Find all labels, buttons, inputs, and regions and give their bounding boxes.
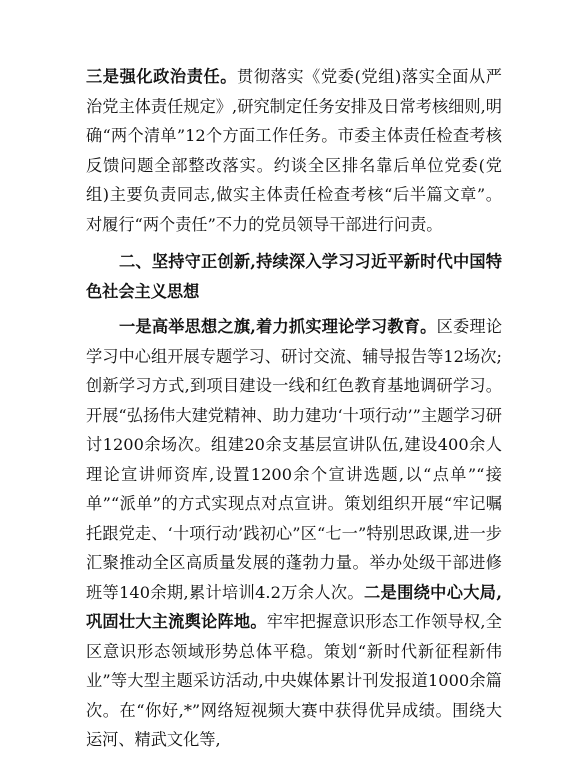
spacer xyxy=(86,239,502,244)
paragraph-lead: 三是强化政治责任。 xyxy=(86,67,238,86)
paragraph-lead: 一是高举思想之旗,着力抓实理论学习教育。 xyxy=(119,317,437,336)
paragraph-lead-secondary: 二是围绕中心大局,巩固壮大主流舆论阵地。 xyxy=(86,582,502,631)
section-heading: 二、坚持守正创新,持续深入学习习近平新时代中国特色社会主义思想 xyxy=(86,252,502,301)
paragraph-body: 贯彻落实《党委(党组)落实全面从严治党主体责任规定》,研究制定任务安排及日常考核细则,明确“两个清单”12个方面工作任务。市委主体责任检查考核反馈问题全部整改落实。约谈全区排名靠后单位党委(党组)主要负责同志,做实主体责任检查考核“后半篇文章”。对履行“两个责任”不力的党员领导干部进行问责。 xyxy=(86,67,502,234)
paragraph-political-responsibility xyxy=(86,62,502,239)
paragraph-body-continued: 牢牢把握意识形态工作领导权,全区意识形态领域形势总体平稳。策划“新时代新征程新伟业”等大型主题采访活动,中央媒体累计刊发报道1000余篇次。在“你好,*”网络短视频大赛中获得优异成绩。围绕大运河、精武文化等, xyxy=(86,612,502,749)
paragraph-body: 区委理论学习中心组开展专题学习、研讨交流、辅导报告等12场次;创新学习方式,到项目建设一线和红色教育基地调研学习。开展“弘扬伟大建党精神、助力建功‘十项行动’”主题学习研讨1200余场次。组建20余支基层宣讲队伍,建设400余人理论宣讲师资库,设置1200余个宣讲选题,以“点单”“接单”“派单”的方式实现点对点宣讲。策划组织开展“牢记嘱托跟党走、‘十项行动’践初心”区“七一”特别思政课,进一步汇聚推动全区高质量发展的蓬勃力量。举办处级干部进修班等140余期,累计培训4.2万余人次。 xyxy=(86,317,503,602)
paragraph-theory-study xyxy=(86,312,502,755)
